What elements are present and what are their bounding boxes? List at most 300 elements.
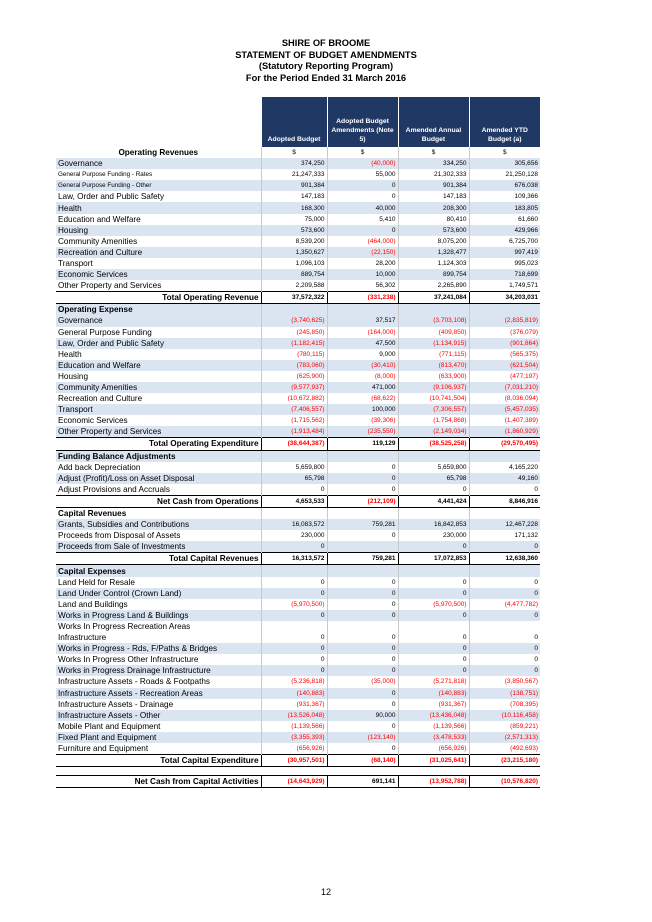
table-row [56, 247, 540, 258]
cell-value: 0 [327, 632, 398, 643]
cell-value: 889,754 [261, 269, 327, 280]
cell-value: (140,883) [261, 688, 327, 699]
cell-value: 1,124,303 [398, 258, 469, 269]
cell-value: 147,183 [261, 191, 327, 202]
row-label: General Purpose Funding - Rates [58, 171, 153, 179]
cell-value: 0 [469, 643, 540, 654]
row-label: Law, Order and Public Safety [56, 338, 261, 349]
cell-value [327, 450, 398, 462]
total-row [56, 292, 540, 304]
cell-value: 759,281 [327, 553, 398, 565]
cell-value [327, 565, 398, 577]
cell-value: (376,079) [469, 327, 540, 338]
cell-value: (1,913,484) [261, 426, 327, 438]
section-header-row [56, 565, 540, 577]
cell-value [469, 565, 540, 577]
cell-value: 1,350,627 [261, 247, 327, 258]
cell-value: 17,072,853 [398, 553, 469, 565]
cell-value: (409,850) [398, 327, 469, 338]
cell-value [469, 621, 540, 632]
row-label: Infrastructure Assets - Other [56, 710, 261, 721]
cell-value [261, 304, 327, 316]
cell-value: (1,139,566) [261, 721, 327, 732]
cell-value: 10,000 [327, 269, 398, 280]
cell-value: 0 [327, 610, 398, 621]
header-amended-annual: Amended Annual Budget [398, 97, 469, 147]
cell-value: (859,221) [469, 721, 540, 732]
cell-value: (492,693) [469, 743, 540, 755]
row-label: Adjust Provisions and Accruals [58, 484, 170, 494]
header-amended-ytd: Amended YTD Budget (a) [469, 97, 540, 147]
table-row [56, 767, 540, 776]
cell-value: 61,660 [469, 214, 540, 225]
cell-value: 65,798 [261, 473, 327, 484]
cell-value: (68,622) [327, 393, 398, 404]
cell-value [327, 541, 398, 553]
cell-value: 899,754 [398, 269, 469, 280]
cell-value: 0 [398, 484, 469, 496]
budget-amendments-table [56, 97, 540, 788]
cell-value: 8,075,200 [398, 236, 469, 247]
cell-value [469, 508, 540, 520]
cell-value [327, 304, 398, 316]
table-row [56, 180, 540, 191]
table-row [56, 743, 540, 755]
cell-value: (10,576,820) [469, 776, 540, 788]
cell-value: (38,644,387) [261, 438, 327, 450]
cell-value [398, 565, 469, 577]
cell-value: 37,517 [327, 315, 398, 326]
row-label: Total Operating Revenue [56, 292, 261, 304]
cell-value: (625,900) [261, 371, 327, 382]
cell-value: (331,238) [327, 292, 398, 304]
table-row [56, 530, 540, 541]
table-row [56, 360, 540, 371]
row-label: Education and Welfare [58, 214, 141, 224]
title-line-3: (Statutory Reporting Program) [258, 61, 394, 71]
cell-value: 374,250 [261, 158, 327, 169]
cell-value: (656,926) [261, 743, 327, 755]
table-row [56, 225, 540, 236]
row-label: Economic Services [56, 269, 261, 280]
cell-value: (5,970,500) [398, 599, 469, 610]
cell-value: (2,571,313) [469, 732, 540, 743]
row-label: Land and Buildings [58, 599, 128, 609]
cell-value: 21,302,333 [398, 169, 469, 180]
table-row [56, 699, 540, 710]
table-row [56, 415, 540, 426]
cell-value: $ [398, 147, 469, 158]
section-header-row [56, 508, 540, 520]
cell-value [261, 621, 327, 632]
row-label: Total Operating Expenditure [56, 438, 261, 450]
cell-value: (5,271,818) [398, 676, 469, 687]
cell-value: (13,526,048) [261, 710, 327, 721]
table-row [56, 610, 540, 621]
table-row [56, 462, 540, 473]
row-label: Housing [56, 225, 261, 236]
cell-value [398, 304, 469, 316]
cell-value: 80,410 [398, 214, 469, 225]
row-label: Recreation and Culture [56, 247, 261, 258]
row-label: Land Held for Resale [58, 577, 135, 587]
row-label: Works in Progress Land & Buildings [56, 610, 261, 621]
table-row [56, 191, 540, 202]
table-row [56, 721, 540, 732]
cell-value: (1,134,915) [398, 338, 469, 349]
table-row [56, 315, 540, 326]
cell-value: 171,132 [469, 530, 540, 541]
cell-value: (30,957,501) [261, 755, 327, 767]
cell-value: 0 [469, 654, 540, 665]
cell-value: (477,197) [469, 371, 540, 382]
cell-value: (138,751) [469, 688, 540, 699]
cell-value: (5,457,035) [469, 404, 540, 415]
cell-value: (2,835,819) [469, 315, 540, 326]
cell-value: 0 [261, 665, 327, 676]
cell-value: 12,638,360 [469, 553, 540, 565]
cell-value: 0 [327, 588, 398, 599]
row-label: Mobile Plant and Equipment [58, 721, 161, 731]
cell-value: 109,366 [469, 191, 540, 202]
cell-value [398, 450, 469, 462]
cell-value: 995,023 [469, 258, 540, 269]
table-row [56, 426, 540, 438]
cell-value: 759,281 [327, 519, 398, 530]
cell-value: (8,000) [327, 371, 398, 382]
cell-value: 0 [327, 577, 398, 588]
title-line-4: For the Period Ended 31 March 2016 [245, 72, 407, 83]
table-row [56, 665, 540, 676]
cell-value: (31,025,641) [398, 755, 469, 767]
cell-value: (123,140) [327, 732, 398, 743]
cell-value [469, 450, 540, 462]
cell-value: 230,000 [398, 530, 469, 541]
cell-value: 0 [327, 191, 398, 202]
row-label: Total Capital Revenues [56, 553, 261, 565]
row-label: Add back Depreciation [58, 462, 141, 472]
cell-value: $ [469, 147, 540, 158]
cell-value: 208,300 [398, 202, 469, 213]
row-label: Proceeds from Disposal of Assets [58, 531, 181, 541]
cell-value: 230,000 [261, 530, 327, 541]
cell-value: 0 [398, 541, 469, 553]
table-row [56, 338, 540, 349]
cell-value: 0 [261, 577, 327, 588]
cell-value: 8,846,916 [469, 495, 540, 507]
table-row [56, 202, 540, 213]
row-label: Education and Welfare [56, 360, 261, 371]
total-row [56, 553, 540, 565]
cell-value: (656,926) [398, 743, 469, 755]
table-row [56, 236, 540, 247]
table-row [56, 214, 540, 225]
cell-value: 56,302 [327, 280, 398, 292]
table-row [56, 349, 540, 360]
header-adopted-budget: Adopted Budget [261, 97, 327, 147]
cell-value: (35,000) [327, 676, 398, 687]
cell-value [469, 304, 540, 316]
cell-value: 0 [469, 665, 540, 676]
page-number: 12 [320, 887, 331, 897]
row-label: Grants, Subsidies and Contributions [56, 519, 261, 530]
cell-value: 0 [469, 610, 540, 621]
row-label: Recreation and Culture [58, 394, 143, 404]
table-row [56, 632, 540, 643]
row-label: Furniture and Equipment [58, 744, 149, 754]
cell-value: (212,109) [327, 495, 398, 507]
cell-value: (633,900) [398, 371, 469, 382]
row-label: Works in Progress - Rds, F/Paths & Bridges [56, 643, 261, 654]
cell-value: (1,182,415) [261, 338, 327, 349]
cell-value: (23,215,180) [469, 755, 540, 767]
table-row [56, 393, 540, 404]
table-header-row [56, 97, 540, 147]
cell-value [327, 621, 398, 632]
cell-value: (29,570,495) [469, 438, 540, 450]
cell-value: 183,805 [469, 202, 540, 213]
cell-value: 0 [327, 180, 398, 191]
cell-value [261, 508, 327, 520]
row-label: General Purpose Funding [58, 327, 152, 337]
cell-value: 8,539,200 [261, 236, 327, 247]
cell-value: (10,741,504) [398, 393, 469, 404]
cell-value [327, 767, 398, 776]
row-label: Health [58, 349, 82, 359]
row-label [56, 767, 261, 776]
cell-value: (783,060) [261, 360, 327, 371]
cell-value [398, 621, 469, 632]
row-label: Housing [58, 371, 89, 381]
cell-value: 0 [469, 632, 540, 643]
cell-value: (3,703,108) [398, 315, 469, 326]
cell-value: (2,149,034) [398, 426, 469, 438]
table-row [56, 519, 540, 530]
table-row [56, 382, 540, 393]
cell-value: 75,000 [261, 214, 327, 225]
table-row [56, 577, 540, 588]
row-label: Net Cash from Operations [56, 495, 261, 507]
row-label: Land Under Control (Crown Land) [56, 588, 261, 599]
cell-value: 100,000 [327, 404, 398, 415]
header-blank [56, 97, 261, 147]
cell-value [261, 565, 327, 577]
cell-value: 0 [327, 688, 398, 699]
cell-value: 305,656 [469, 158, 540, 169]
cell-value: (3,850,567) [469, 676, 540, 687]
cell-value: (1,754,868) [398, 415, 469, 426]
table-row [56, 599, 540, 610]
row-label: Law, Order and Public Safety [58, 192, 165, 202]
cell-value: 573,600 [398, 225, 469, 236]
cell-value: 718,699 [469, 269, 540, 280]
cell-value: 37,241,084 [398, 292, 469, 304]
cell-value: (164,000) [327, 327, 398, 338]
cell-value: (140,883) [398, 688, 469, 699]
cell-value: 0 [261, 541, 327, 553]
row-label: Infrastructure [58, 633, 107, 643]
row-label: General Purpose Funding - Other [56, 180, 261, 191]
cell-value: 37,572,322 [261, 292, 327, 304]
cell-value: 0 [469, 588, 540, 599]
cell-value: 0 [261, 588, 327, 599]
cell-value: 0 [261, 610, 327, 621]
cell-value: 4,165,220 [469, 462, 540, 473]
cell-value: 21,247,333 [261, 169, 327, 180]
section-header-row [56, 304, 540, 316]
header-amendments: Adopted Budget Amendments (Note 5) [327, 97, 398, 147]
table-row [56, 541, 540, 553]
row-label: Operating Revenues [118, 148, 199, 158]
cell-value: 573,600 [261, 225, 327, 236]
cell-value: 2,265,890 [398, 280, 469, 292]
cell-value: 0 [261, 632, 327, 643]
cell-value: $ [261, 147, 327, 158]
cell-value: 5,659,800 [398, 462, 469, 473]
table-row [56, 280, 540, 292]
cell-value: 28,200 [327, 258, 398, 269]
cell-value: (9,577,937) [261, 382, 327, 393]
table-row [56, 688, 540, 699]
row-label: Health [56, 202, 261, 213]
table-row [56, 371, 540, 382]
cell-value: (1,715,562) [261, 415, 327, 426]
cell-value: (5,970,500) [261, 599, 327, 610]
cell-value [398, 767, 469, 776]
cell-value [327, 508, 398, 520]
row-label: Community Amenities [56, 382, 261, 393]
table-row [56, 269, 540, 280]
cell-value: 65,798 [398, 473, 469, 484]
table-row [56, 327, 540, 338]
cell-value: 0 [469, 484, 540, 496]
cell-value: 12,467,228 [469, 519, 540, 530]
cell-value: $ [327, 147, 398, 158]
row-label: Other Property and Services [58, 281, 162, 291]
table-row [56, 643, 540, 654]
cell-value: 0 [327, 599, 398, 610]
cell-value: 0 [327, 743, 398, 755]
cell-value: (780,115) [261, 349, 327, 360]
cell-value: 147,183 [398, 191, 469, 202]
cell-value: 901,384 [398, 180, 469, 191]
cell-value: (38,525,258) [398, 438, 469, 450]
row-label: Other Property and Services [56, 426, 261, 438]
cell-value [469, 767, 540, 776]
cell-value: 334,250 [398, 158, 469, 169]
cell-value: 1,328,477 [398, 247, 469, 258]
cell-value: (245,850) [261, 327, 327, 338]
row-label: Operating Expense [56, 304, 261, 316]
cell-value: 0 [398, 588, 469, 599]
cell-value: 1,749,571 [469, 280, 540, 292]
cell-value: 0 [261, 643, 327, 654]
row-label: Community Amenities [58, 236, 138, 246]
cell-value: 4,653,533 [261, 495, 327, 507]
cell-value: 16,842,853 [398, 519, 469, 530]
row-label: Governance [56, 158, 261, 169]
cell-value: (68,140) [327, 755, 398, 767]
cell-value: 21,250,128 [469, 169, 540, 180]
cell-value: 0 [327, 654, 398, 665]
cell-value: 901,384 [261, 180, 327, 191]
row-label: Total Capital Expenditure [56, 755, 261, 767]
cell-value: 4,441,424 [398, 495, 469, 507]
row-label: Adjust (Profit)/Loss on Asset Disposal [56, 473, 261, 484]
table-row [56, 169, 540, 180]
row-label: Capital Revenues [58, 509, 127, 519]
cell-value: 0 [261, 654, 327, 665]
cell-value: 0 [469, 541, 540, 553]
cell-value: (1,139,566) [398, 721, 469, 732]
table-row [56, 158, 540, 169]
cell-value: 5,659,800 [261, 462, 327, 473]
cell-value: 0 [398, 665, 469, 676]
cell-value: (14,643,929) [261, 776, 327, 788]
cell-value: 90,000 [327, 710, 398, 721]
cell-value: 0 [327, 473, 398, 484]
cell-value: 55,000 [327, 169, 398, 180]
row-label: Works In Progress Recreation Areas [58, 621, 191, 631]
title-line-2: STATEMENT OF BUDGET AMENDMENTS [235, 49, 417, 60]
table-row [56, 588, 540, 599]
row-label: Infrastructure Assets - Roads & Footpaths [58, 677, 210, 687]
cell-value: (708,395) [469, 699, 540, 710]
row-label: Transport [58, 258, 93, 268]
cell-value [261, 450, 327, 462]
table-row [56, 484, 540, 496]
cell-value: (39,306) [327, 415, 398, 426]
cell-value: (3,478,533) [398, 732, 469, 743]
row-label: Economic Services [58, 416, 128, 426]
table-row [56, 676, 540, 687]
cell-value: 471,000 [327, 382, 398, 393]
row-label: Infrastructure Assets - Drainage [58, 699, 174, 709]
table-row [56, 473, 540, 484]
cell-value: (30,410) [327, 360, 398, 371]
cell-value: (931,367) [398, 699, 469, 710]
cell-value: (40,000) [327, 158, 398, 169]
cell-value: (771,115) [398, 349, 469, 360]
cell-value: 5,410 [327, 214, 398, 225]
total-row [56, 495, 540, 507]
table-row [56, 732, 540, 743]
cell-value: 0 [398, 610, 469, 621]
cell-value: 0 [327, 530, 398, 541]
cell-value [398, 508, 469, 520]
cell-value: (5,236,818) [261, 676, 327, 687]
cell-value: 0 [261, 484, 327, 496]
cell-value: 0 [327, 225, 398, 236]
cell-value: 429,966 [469, 225, 540, 236]
cell-value: 16,313,572 [261, 553, 327, 565]
cell-value: (1,407,389) [469, 415, 540, 426]
cell-value: (13,436,048) [398, 710, 469, 721]
row-label: Infrastructure Assets - Recreation Areas [56, 688, 261, 699]
cell-value: (901,864) [469, 338, 540, 349]
table-body [56, 147, 540, 788]
cell-value: (565,375) [469, 349, 540, 360]
table-row [56, 654, 540, 665]
cell-value: 0 [398, 654, 469, 665]
cell-value: 691,141 [327, 776, 398, 788]
row-label: Net Cash from Capital Activities [56, 776, 261, 788]
cell-value: (235,550) [327, 426, 398, 438]
cell-value: (22,150) [327, 247, 398, 258]
cell-value: (1,860,929) [469, 426, 540, 438]
cell-value: (464,000) [327, 236, 398, 247]
title-line-1: SHIRE OF BROOME [281, 38, 371, 48]
